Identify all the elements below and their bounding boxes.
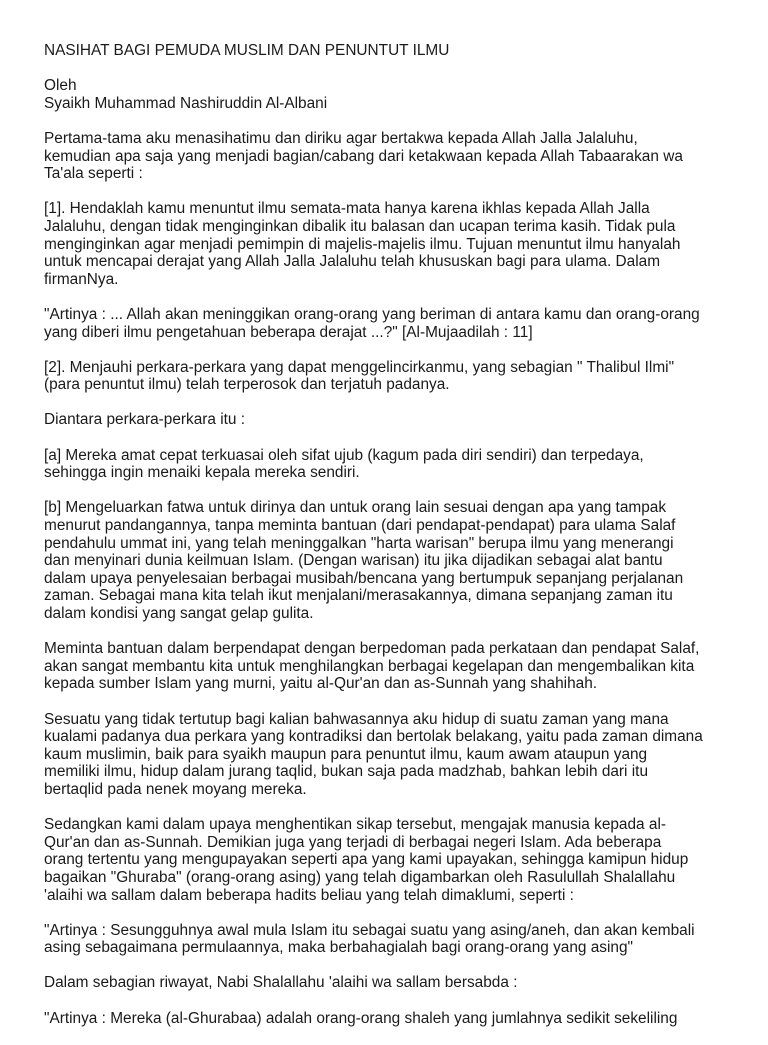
text-line: Dalam sebagian riwayat, Nabi Shalallahu 'alaihi wa sallam bersabda : <box>44 974 518 992</box>
text-line: dan menyinari dunia keilmuan Islam. (Dengan warisan) itu jika dijadikan sebagai alat bantu <box>44 552 663 570</box>
text-line: Sedangkan kami dalam upaya menghentikan sikap tersebut, mengajak manusia kepada al- <box>44 816 666 834</box>
text-line: Ta'ala seperti : <box>44 165 143 183</box>
paragraph <box>44 200 744 288</box>
text-line: kualami padanya dua perkara yang kontradiksi dan bertolak belakang, yaitu pada zaman dimana <box>44 728 703 746</box>
paragraph <box>44 711 744 799</box>
paragraph <box>44 974 744 992</box>
text-line: 'alaihi wa sallam dalam beberapa hadits beliau yang telah dimaklumi, seperti : <box>44 886 574 904</box>
text-line: menginginkan agar menjadi pemimpin di majelis-majelis ilmu. Tujuan menuntut ilmu hanyalah <box>44 235 681 253</box>
text-line: Meminta bantuan dalam berpendapat dengan berpedoman pada perkataan dan pendapat Salaf, <box>44 640 700 658</box>
text-line: asing sebagaimana permulaannya, maka berbahagialah bagi orang-orang yang asing" <box>44 939 633 957</box>
text-line: [b] Mengeluarkan fatwa untuk dirinya dan untuk orang lain sesuai dengan apa yang tampak <box>44 499 667 517</box>
paragraph-list <box>44 130 744 1027</box>
text-line: kemudian apa saja yang menjadi bagian/cabang dari ketakwaan kepada Allah Tabaarakan wa <box>44 147 683 165</box>
text-line: [a] Mereka amat cepat terkuasai oleh sifat ujub (kagum pada diri sendiri) dan terpedaya, <box>44 446 644 464</box>
text-line: "Artinya : ... Allah akan meninggikan orang-orang yang beriman di antara kamu dan orang-orang <box>44 305 700 323</box>
text-line: Qur'an dan as-Sunnah. Demikian juga yang terjadi di berbagai negeri Islam. Ada beberapa <box>44 833 662 851</box>
byline-line: Oleh <box>44 77 77 95</box>
document-body <box>44 42 744 1045</box>
text-line: untuk mencapai derajat yang Allah Jalla Jalaluhu telah khususkan bagi para ulama. Dalam <box>44 253 661 271</box>
text-line: dalam upaya penyelesaian berbagai musibah/bencana yang bertumpuk sepanjang perjalanan <box>44 569 684 587</box>
text-line: "Artinya : Sesungguhnya awal mula Islam itu sebagai suatu yang asing/aneh, dan akan kembali <box>44 921 695 939</box>
text-line: Diantara perkara-perkara itu : <box>44 411 246 429</box>
text-line: Jalaluhu, dengan tidak menginginkan dibalik itu balasan dan ucapan terima kasih. Tidak pula <box>44 217 676 235</box>
paragraph <box>44 130 744 183</box>
text-line: sehingga ingin menaiki kepala mereka sendiri. <box>44 464 360 482</box>
text-line: [1]. Hendaklah kamu menuntut ilmu semata-mata hanya karena ikhlas kepada Allah Jalla <box>44 200 650 218</box>
text-line: firmanNya. <box>44 270 119 288</box>
text-line: kepada sumber Islam yang murni, yaitu al-Qur'an dan as-Sunnah yang shahihah. <box>44 675 598 693</box>
text-line: zaman. Sebagai mana kita telah ikut menjalani/merasakannya, dimana sepanjang zaman itu <box>44 587 673 605</box>
text-line: memiliki ilmu, hidup dalam jurang taqlid, bukan saja pada madzhab, bahkan lebih dari itu <box>44 763 649 781</box>
text-line: kaum muslimin, baik para syaikh maupun para penuntut ilmu, kaum awam ataupun yang <box>44 745 648 763</box>
text-line: [2]. Menjauhi perkara-perkara yang dapat menggelincirkanmu, yang sebagian " Thalibul Ilmi" <box>44 358 675 376</box>
text-line: Sesuatu yang tidak tertutup bagi kalian bahwasannya aku hidup di suatu zaman yang mana <box>44 710 669 728</box>
paragraph <box>44 816 744 904</box>
text-line: akan sangat membantu kita untuk menghilangkan berbagai kegelapan dan mengembalikan kita <box>44 657 695 675</box>
paragraph <box>44 306 744 341</box>
paragraph <box>44 499 744 622</box>
text-line: dalam kondisi yang sangat gelap gulita. <box>44 605 314 622</box>
document-title <box>44 42 744 60</box>
text-line: bagaikan "Ghuraba" (orang-orang asing) yang telah digambarkan oleh Rasulullah Shalallahu <box>44 868 676 886</box>
title-line: NASIHAT BAGI PEMUDA MUSLIM DAN PENUNTUT ILMU <box>44 42 450 59</box>
paragraph <box>44 922 744 957</box>
paragraph <box>44 411 744 429</box>
text-line: yang diberi ilmu pengetahuan beberapa derajat ...?" [Al-Mujaadilah : 11] <box>44 323 533 341</box>
text-line: orang tertentu yang mengupayakan seperti apa yang kami upayakan, sehingga kamipun hidup <box>44 851 689 869</box>
paragraph <box>44 359 744 394</box>
paragraph <box>44 1010 744 1028</box>
paragraph <box>44 447 744 482</box>
text-line: "Artinya : Mereka (al-Ghurabaa) adalah orang-orang shaleh yang jumlahnya sedikit sekeliling <box>44 1009 678 1027</box>
text-line: (para penuntut ilmu) telah terperosok dan terjatuh padanya. <box>44 376 450 394</box>
text-line: Pertama-tama aku menasihatimu dan diriku agar bertakwa kepada Allah Jalla Jalaluhu, <box>44 129 638 147</box>
byline <box>44 77 744 112</box>
text-line: bertaqlid pada nenek moyang mereka. <box>44 780 307 798</box>
author-name: Syaikh Muhammad Nashiruddin Al-Albani <box>44 94 328 112</box>
text-line: pendahulu ummat ini, yang telah meninggalkan "harta warisan" berupa ilmu yang menerangi <box>44 534 674 552</box>
text-line: menurut pandangannya, tanpa meminta bantuan (dari pendapat-pendapat) para ulama Salaf <box>44 517 676 535</box>
paragraph <box>44 640 744 693</box>
